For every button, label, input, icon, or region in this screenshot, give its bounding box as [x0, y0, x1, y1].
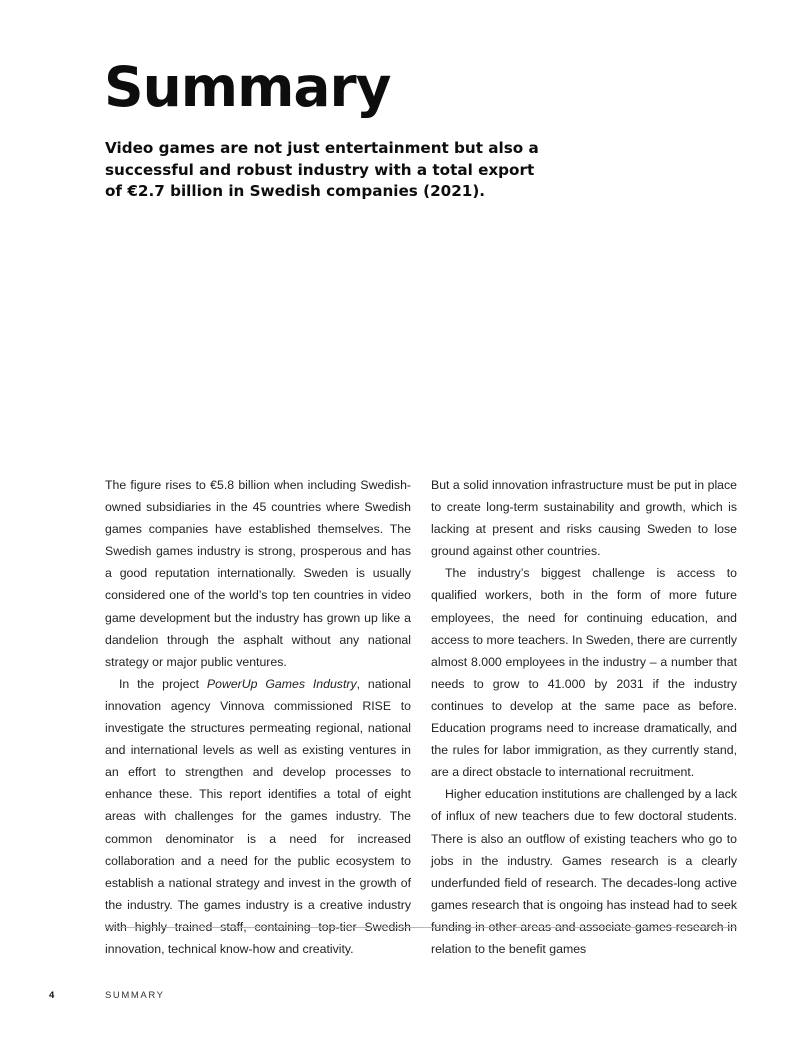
paragraph-text: , national innovation agency Vinnova commissioned RISE to investigate the structures permeating regional, national and international levels as well as existing ventures in an effort to strengthen and develop processes to enhance these. This report identifies a total of eight areas with challenges for the games industry. The common denominator is a need for increased collaboration and a need for the public ecosystem to establish a national strategy and invest in the growth of the industry. The games industry is a creative industry with highly trained staff, containing top-tier Swedish innovation, technical know-how and creativity.: [105, 676, 411, 956]
paragraph: [105, 673, 411, 960]
body-column-right: [431, 474, 737, 960]
lead-paragraph: Video games are not just entertainment but also a successful and robust industry with a total export of €2.7 billion in Swedish companies (2021).: [105, 139, 539, 200]
project-name: PowerUp Games Industry: [206, 676, 357, 691]
page-number: 4: [49, 990, 55, 1001]
body-column-left: [105, 474, 411, 960]
page-title: Summary: [104, 55, 391, 119]
paragraph: Higher education institutions are challenged by a lack of influx of new teachers due to few doctoral students. There is also an outflow of existing teachers who go to jobs in the industry. Games research is a clearly underfunded field of research. The decades-long active games research that is ongoing has instead had to seek funding in other areas and associate games research in relation to the benefit games: [431, 787, 737, 956]
divider: [105, 927, 737, 928]
section-label: SUMMARY: [105, 990, 165, 1001]
paragraph-text: In the project: [119, 676, 207, 691]
paragraph: But a solid innovation infrastructure must be put in place to create long-term sustainability and growth, which is lacking at present and risks causing Sweden to lose ground against other countries.: [431, 478, 737, 559]
paragraph: The figure rises to €5.8 billion when including Swedish-owned subsidiaries in the 45 countries where Swedish games companies have established themselves. The Swedish games industry is strong, prosperous and has a good reputation internationally. Sweden is usually considered one of the world’s top ten countries in video game development but the industry has grown up like a dandelion through the asphalt without any national strategy or major public ventures.: [105, 478, 411, 669]
paragraph: The industry’s biggest challenge is access to qualified workers, both in the form of more future employees, the need for continuing education, and access to more teachers. In Sweden, there are currently almost 8.000 employees in the industry – a number that needs to grow to 41.000 by 2031 if the industry continues to develop at the same pace as before. Education programs need to increase dramatically, and the rules for labor immigration, as they currently stand, are a direct obstacle to international recruitment.: [431, 566, 737, 780]
